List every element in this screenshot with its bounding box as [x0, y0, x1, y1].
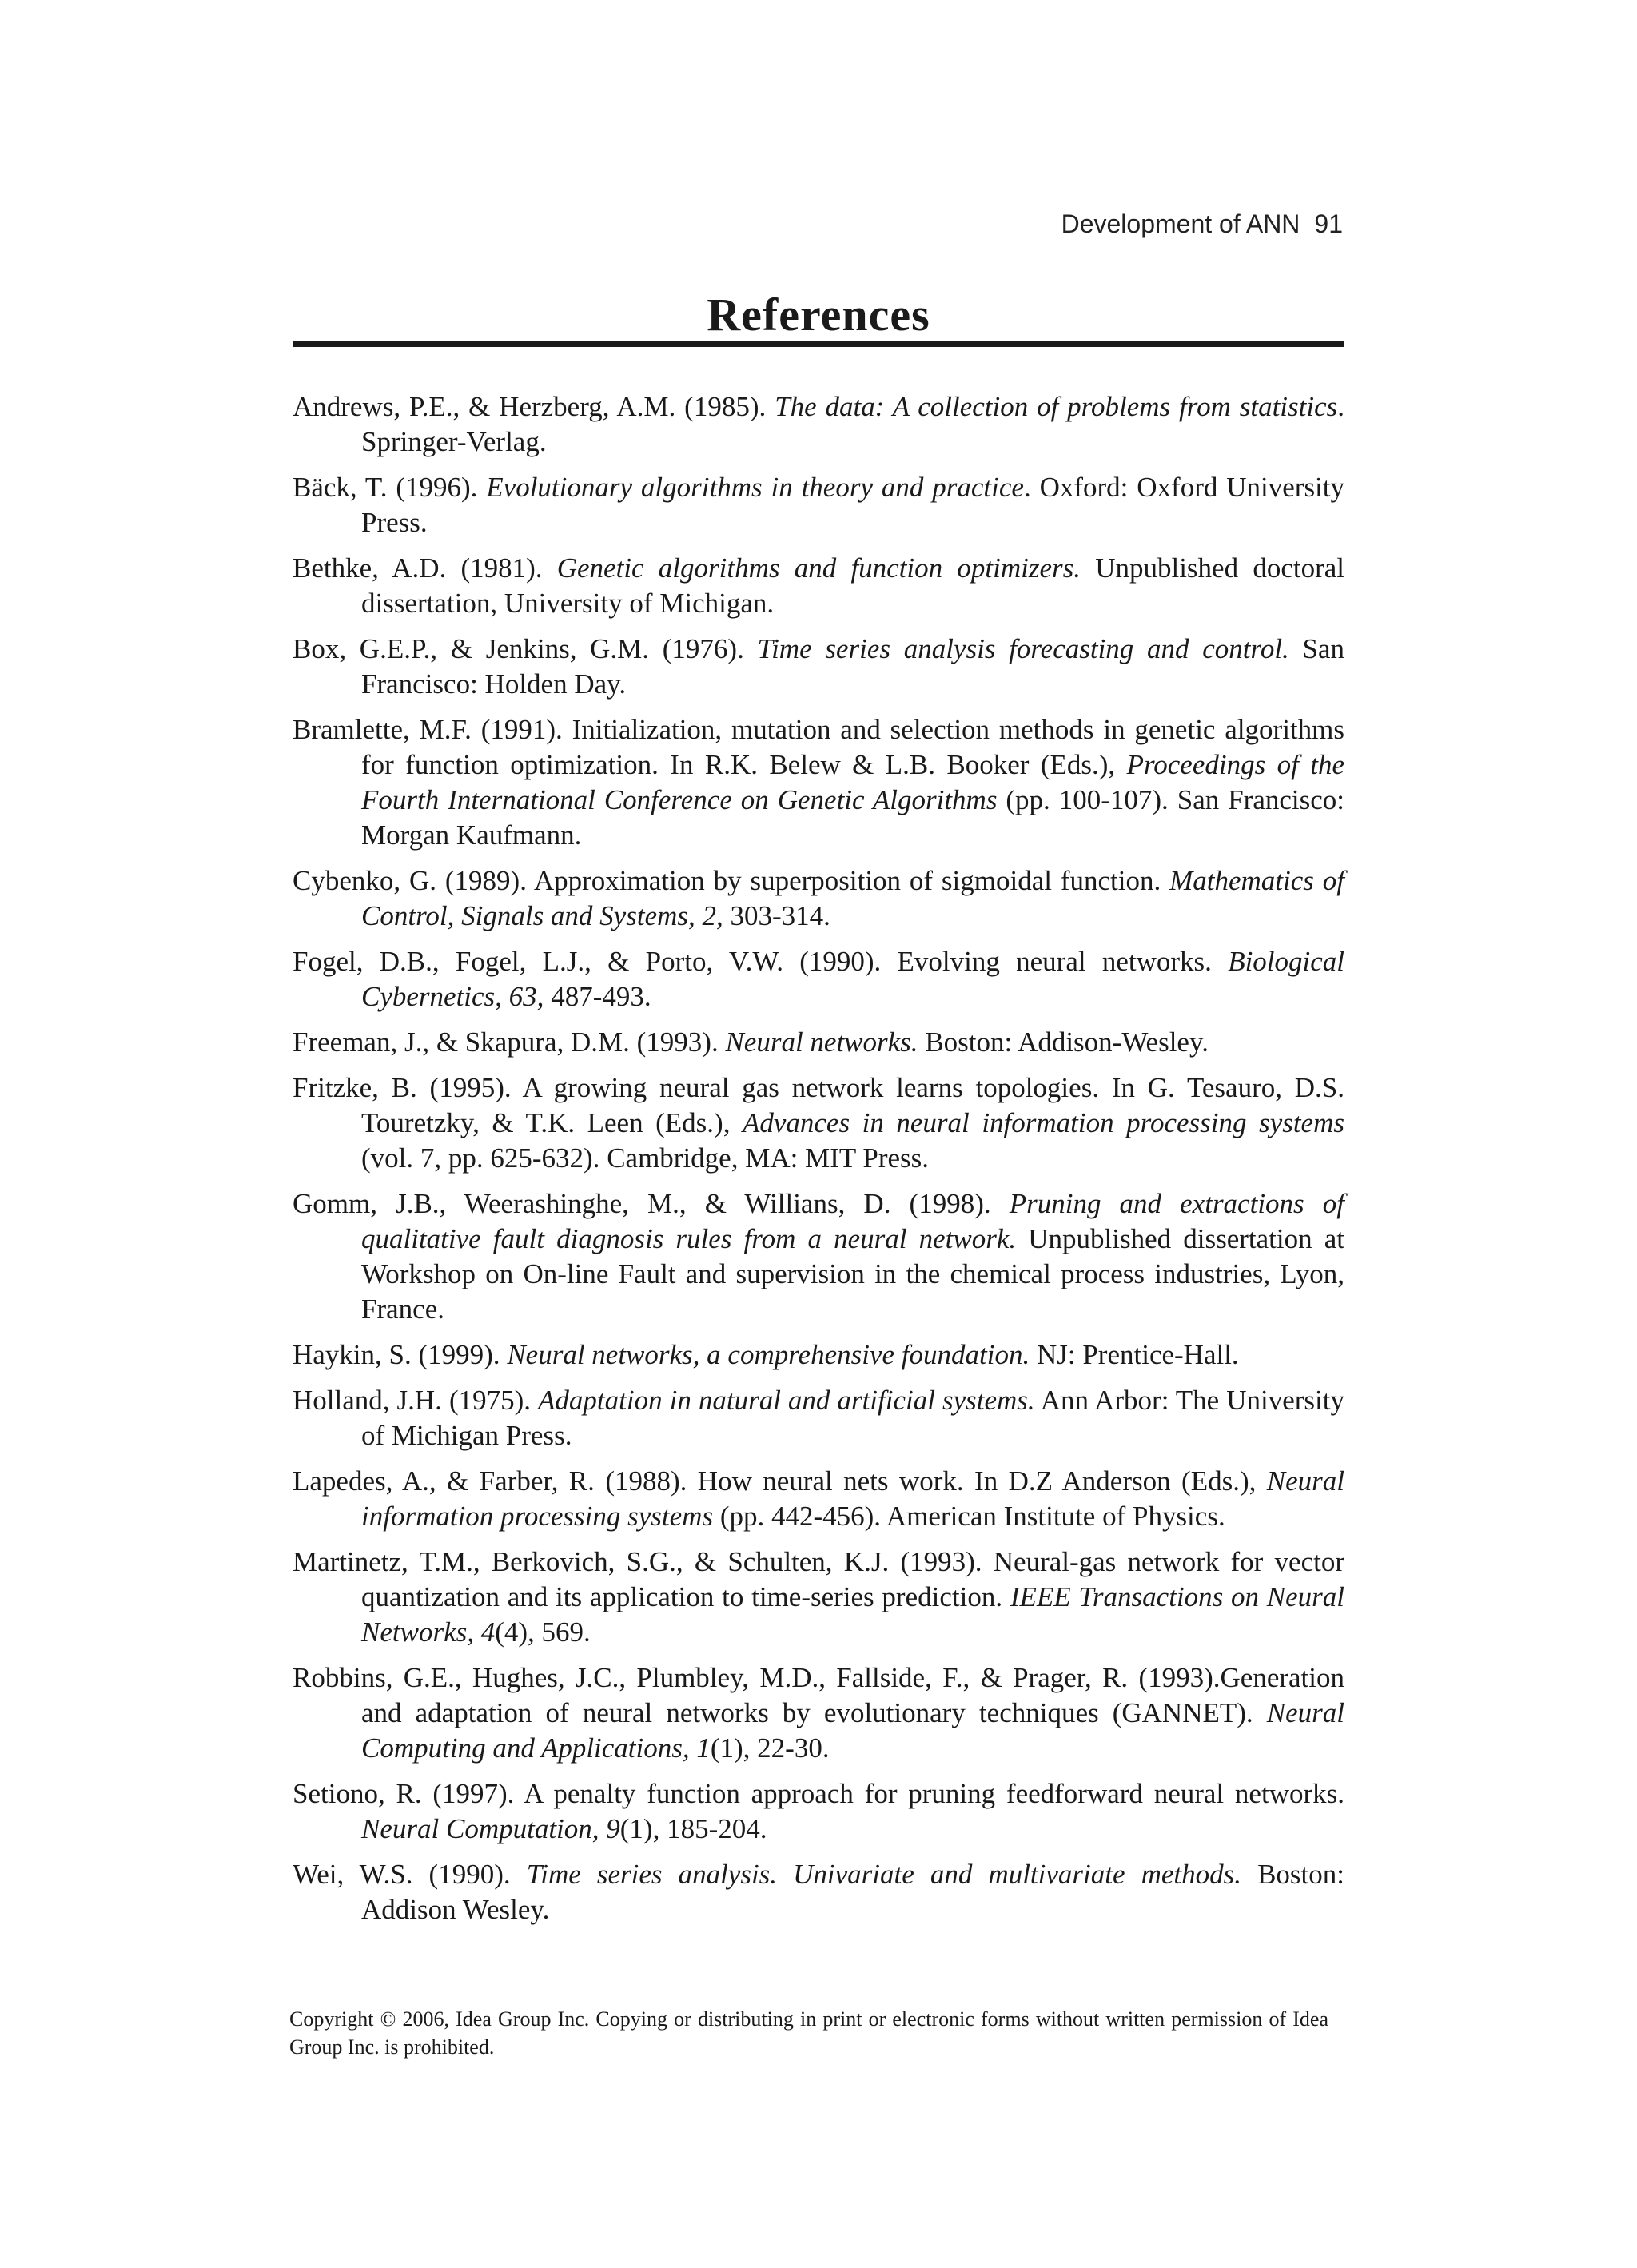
page-number: 91 — [1314, 209, 1343, 238]
title-rule — [293, 341, 1344, 347]
reference-item: Robbins, G.E., Hughes, J.C., Plumbley, M.D., Fallside, F., & Prager, R. (1993).Generation and adaptation of neural networks by evolutionary techniques (GANNET). Neural Computing and Applications, 1(1), 22-30. — [293, 1662, 1344, 1764]
reference-item: Bäck, T. (1996). Evolutionary algorithms in theory and practice. Oxford: Oxford University Press. — [293, 472, 1345, 538]
running-title: Development of ANN — [1061, 209, 1300, 238]
reference-item: Fritzke, B. (1995). A growing neural gas network learns topologies. In G. Tesauro, D.S. Touretzky, & T.K. Leen (Eds.), Advances in neural information processing systems (vol. 7, pp. 625-632). Cambridge, MA: MIT Press. — [293, 1072, 1344, 1174]
reference-item: Holland, J.H. (1975). Adaptation in natural and artificial systems. Ann Arbor: The University of Michigan Press. — [293, 1385, 1344, 1451]
reference-item: Haykin, S. (1999). Neural networks, a comprehensive foundation. NJ: Prentice-Hall. — [293, 1339, 1239, 1370]
reference-item: Setiono, R. (1997). A penalty function approach for pruning feedforward neural networks. Neural Computation, 9(1), 185-204. — [293, 1778, 1344, 1844]
reference-item: Fogel, D.B., Fogel, L.J., & Porto, V.W. (1990). Evolving neural networks. Biological Cybernetics, 63, 487-493. — [293, 946, 1344, 1012]
reference-item: Gomm, J.B., Weerashinghe, M., & Willians, D. (1998). Pruning and extractions of qualitative fault diagnosis rules from a neural network. Unpublished dissertation at Workshop on On-line Fault and supervision in the chemical process industries, Lyon, France. — [293, 1188, 1344, 1325]
reference-item: Box, G.E.P., & Jenkins, G.M. (1976). Time series analysis forecasting and control. San Francisco: Holden Day. — [293, 633, 1345, 700]
page-title: References — [707, 289, 930, 341]
reference-item: Bethke, A.D. (1981). Genetic algorithms and function optimizers. Unpublished doctoral dissertation, University of Michigan. — [293, 552, 1344, 619]
reference-item: Freeman, J., & Skapura, D.M. (1993). Neural networks. Boston: Addison-Wesley. — [293, 1026, 1209, 1058]
copyright-notice: Copyright © 2006, Idea Group Inc. Copying or distributing in print or electronic forms without written permission of Idea Group Inc. is prohibited. — [289, 2007, 1328, 2059]
reference-item: Bramlette, M.F. (1991). Initialization, mutation and selection methods in genetic algorithms for function optimization. In R.K. Belew & L.B. Booker (Eds.), Proceedings of the Fourth International Conference on Genetic Algorithms (pp. 100-107). San Francisco: Morgan Kaufmann. — [293, 714, 1344, 851]
reference-item: Andrews, P.E., & Herzberg, A.M. (1985). The data: A collection of problems from statistics. Springer-Verlag. — [293, 391, 1344, 457]
reference-list — [293, 389, 1344, 1938]
reference-item: Wei, W.S. (1990). Time series analysis. Univariate and multivariate methods. Boston: Addison Wesley. — [293, 1859, 1344, 1925]
running-header — [1061, 209, 1343, 239]
reference-item: Martinetz, T.M., Berkovich, S.G., & Schulten, K.J. (1993). Neural-gas network for vector quantization and its application to time-series prediction. IEEE Transactions on Neural Networks, 4(4), 569. — [293, 1546, 1344, 1648]
reference-item: Cybenko, G. (1989). Approximation by superposition of sigmoidal function. Mathematics of Control, Signals and Systems, 2, 303-314. — [293, 865, 1344, 931]
reference-item: Lapedes, A., & Farber, R. (1988). How neural nets work. In D.Z Anderson (Eds.), Neural information processing systems (pp. 442-456). American Institute of Physics. — [293, 1465, 1344, 1532]
